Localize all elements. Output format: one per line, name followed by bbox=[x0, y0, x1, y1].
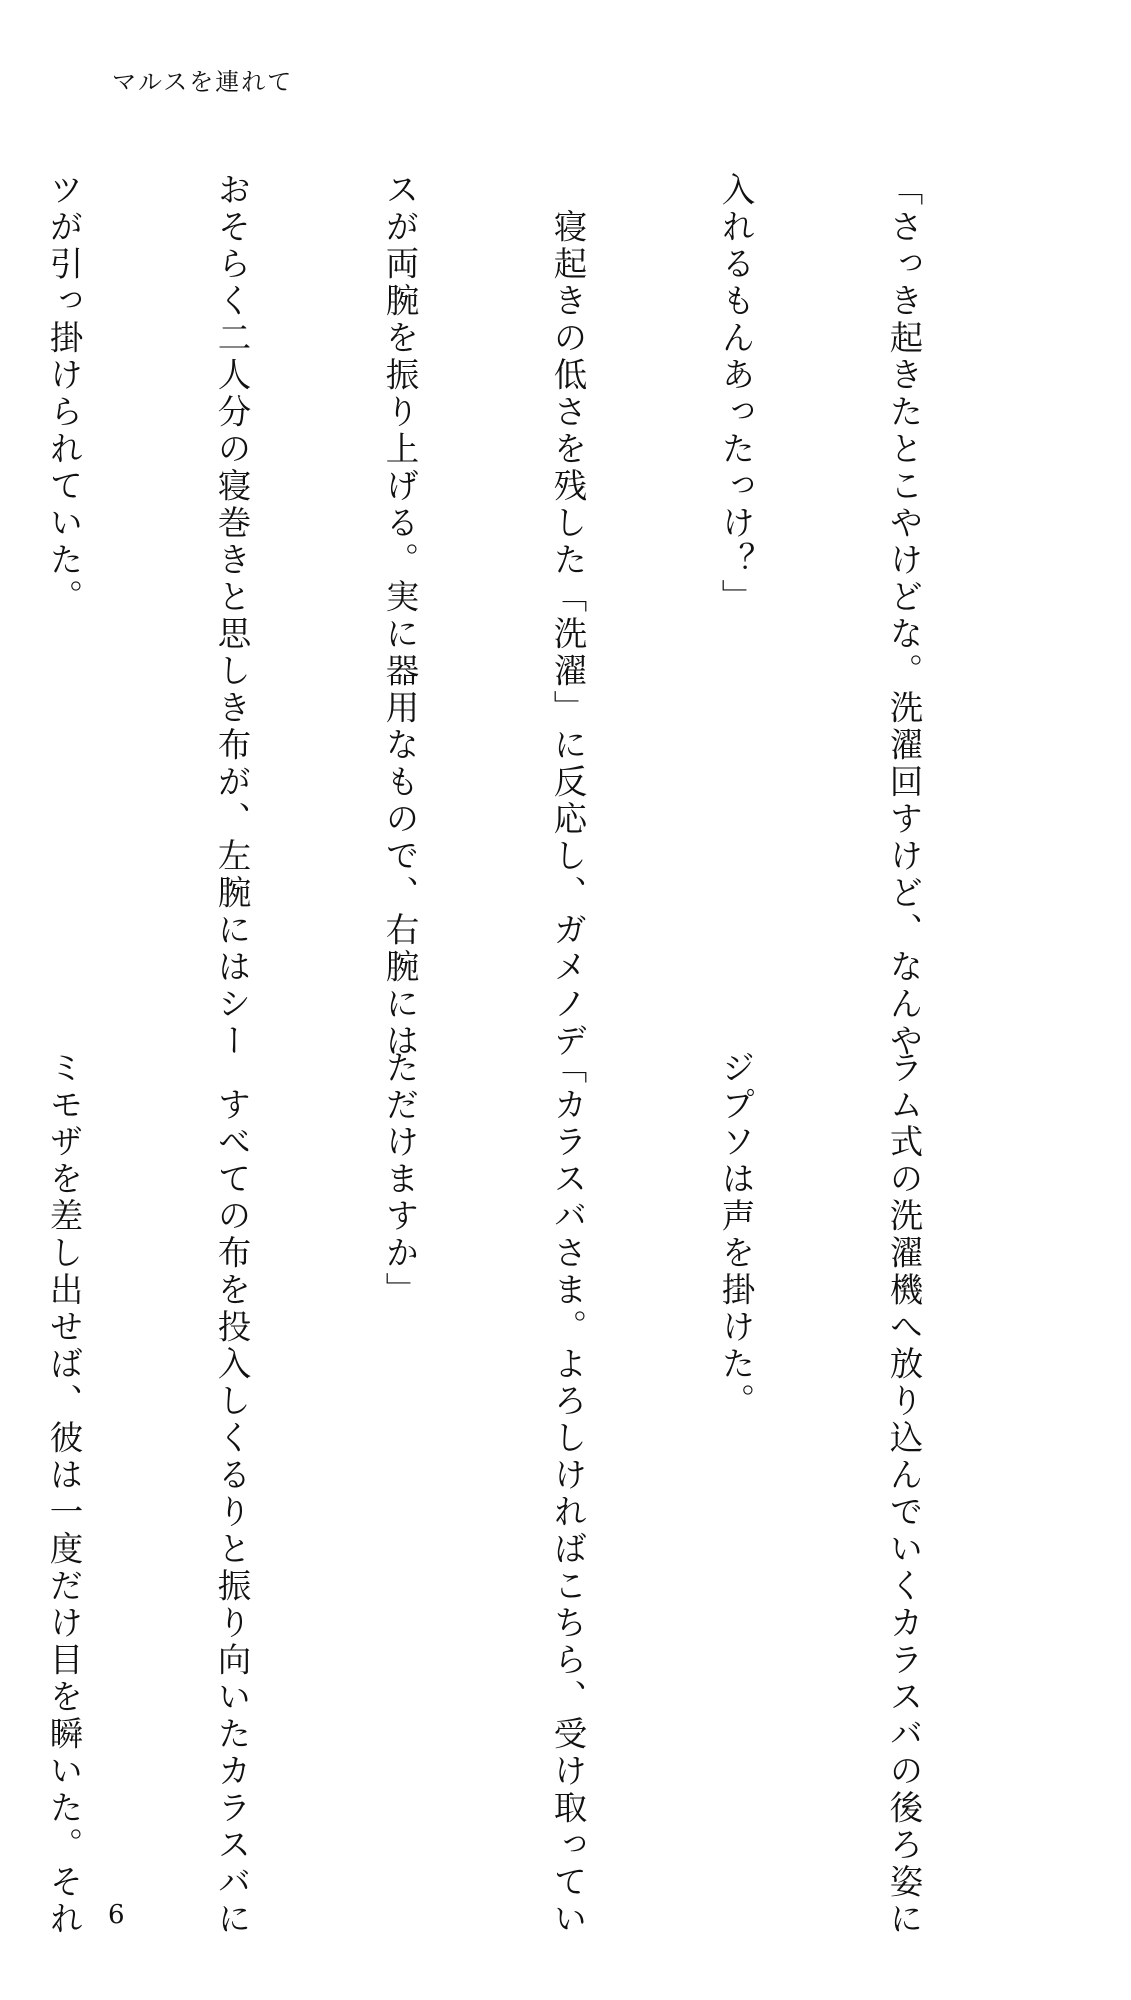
lower-text-block bbox=[44, 1050, 1043, 1938]
text-line: 入れるもんあったっけ？」 bbox=[716, 172, 755, 616]
text-line: ミモザを差し出せば、彼は一度だけ目を瞬いた。それ bbox=[44, 1050, 83, 1938]
text-line: ジプソは声を掛けた。 bbox=[716, 1050, 755, 1420]
text-line: 寝起きの低さを残した「洗濯」に反応し、ガメノデ bbox=[548, 172, 587, 1060]
text-line: すべての布を投入しくるりと振り向いたカラスバに bbox=[212, 1050, 251, 1938]
text-line: スが両腕を振り上げる。実に器用なもので、右腕には bbox=[380, 172, 419, 1060]
text-line: ラム式の洗濯機へ放り込んでいくカラスバの後ろ姿に bbox=[884, 1050, 923, 1938]
text-line: 「さっき起きたとこやけどな。洗濯回すけど、なんや bbox=[884, 172, 923, 1060]
text-line: おそらく二人分の寝巻きと思しき布が、左腕にはシー bbox=[212, 172, 251, 1060]
running-title: マルスを連れて bbox=[112, 68, 294, 96]
upper-text-block bbox=[44, 172, 1043, 1060]
text-line: ただけますか」 bbox=[380, 1050, 419, 1309]
page-number: 6 bbox=[108, 1900, 125, 1930]
text-line: ツが引っ掛けられていた。 bbox=[44, 172, 83, 616]
text-line: 「カラスバさま。よろしければこちら、受け取ってい bbox=[548, 1050, 587, 1938]
